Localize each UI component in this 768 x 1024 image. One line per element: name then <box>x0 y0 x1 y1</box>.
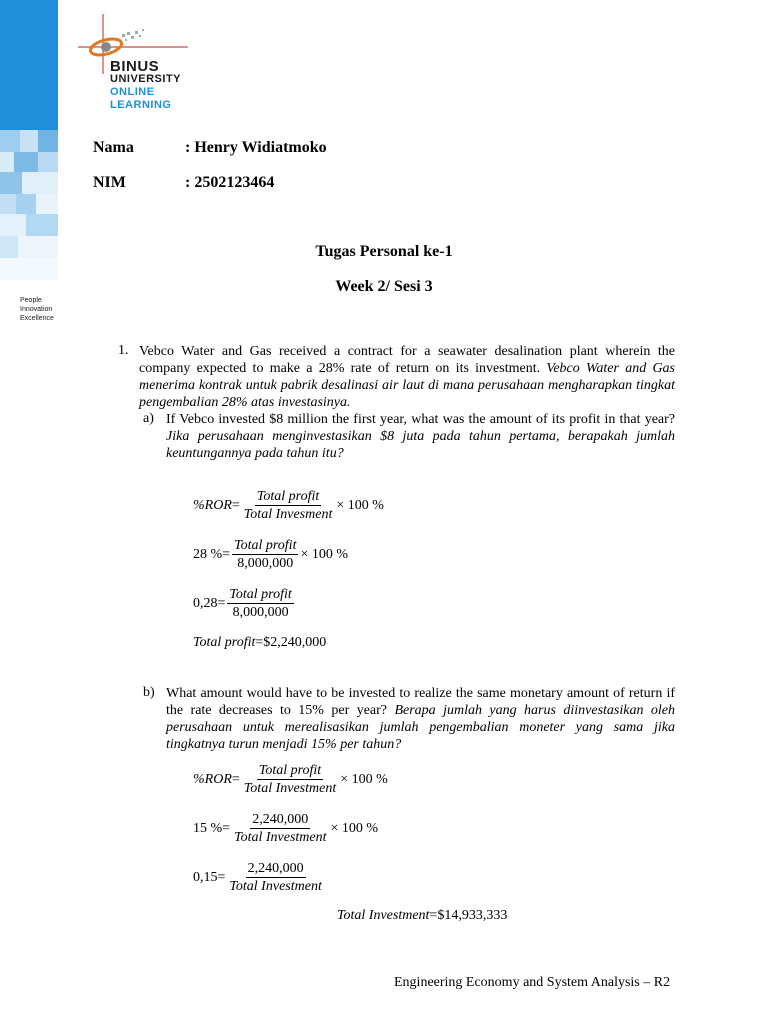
sidebar-decoration <box>0 0 58 1024</box>
tagline-line: People <box>20 297 42 304</box>
fraction-numerator: Total profit <box>256 489 320 504</box>
equation-tail: × 100 % <box>336 497 384 513</box>
part-a-id: Jika perusahaan menginvestasikan $8 juta pada tahun pertama, berapakah jumlah keuntungannya pada tahun itu? <box>166 429 675 461</box>
equation-a4: Total profit = $2,240,000 <box>193 635 327 650</box>
fraction-numerator: Total profit <box>229 587 292 602</box>
equation-a1: %ROR = $\frac{\text{Total profit}}{\text{Total Invesment}}$ × 100 % <box>193 489 384 522</box>
question-1-text <box>139 343 675 411</box>
part-a-label: a) <box>143 411 154 426</box>
part-a-text <box>166 411 675 462</box>
fraction-denominator: Total Invesment <box>243 507 333 522</box>
equation-a2: 28 % = $\frac{\text{Total profit}}{8,000,000}$ × 100 % <box>193 538 349 571</box>
equation-lhs: %ROR <box>193 497 232 513</box>
name-label: Nama <box>93 139 134 156</box>
equation-b2: 15 % = $\frac{2,240,000}{\text{Total Investment}}$ × 100 % <box>193 812 379 845</box>
fraction-numerator: Total profit <box>234 538 297 553</box>
tagline-line: Innovation <box>20 306 53 313</box>
name-row <box>93 139 327 157</box>
equation-a3: 0,28 = $\frac{\text{Total profit}}{8,000,000}$ <box>193 587 292 620</box>
part-b-label: b) <box>143 685 155 700</box>
nim-label: NIM <box>93 174 126 191</box>
tagline <box>20 296 54 323</box>
equation-lhs: 0,15 <box>193 869 218 885</box>
question-1-id: Vebco Water and Gas menerima kontrak untuk pabrik desalinasi air laut di mana perusahaan mengharapkan tingkat pengembalian 28% atas investasinya. <box>139 361 675 410</box>
sidebar-blue-bar <box>0 0 58 130</box>
equation-rhs: $14,933,333 <box>437 908 508 923</box>
equation-lhs: 0,28 <box>193 595 218 611</box>
part-a-en: If Vebco invested $8 million the first year, what was the amount of its profit in that year? <box>166 412 675 427</box>
logo-line-university: UNIVERSITY <box>110 73 182 85</box>
fraction-denominator: 8,000,000 <box>232 605 289 620</box>
logo-line-learning: LEARNING <box>110 99 172 111</box>
nim-row <box>93 174 274 192</box>
document-title: Tugas Personal ke-1 <box>315 243 453 260</box>
part-b-text <box>166 685 675 753</box>
equation-lhs: Total Investment <box>337 908 430 923</box>
fraction-numerator: Total profit <box>258 763 322 778</box>
fraction-denominator: Total Investment <box>229 879 322 894</box>
nim-value: : 2502123464 <box>185 174 275 191</box>
equation-lhs: %ROR <box>193 771 232 787</box>
equation-tail: × 100 % <box>340 771 388 787</box>
part-b-id: Berapa jumlah yang harus diinvestasikan oleh perusahaan untuk merealisasikan jumlah pengembalian moneter yang sama jika tingkatnya turun menjadi 15% per tahun? <box>166 703 676 752</box>
equation-lhs: Total profit <box>193 635 256 650</box>
fraction-denominator: 8,000,000 <box>237 556 294 571</box>
document-subtitle: Week 2/ Sesi 3 <box>335 278 433 295</box>
equation-tail: × 100 % <box>330 820 379 836</box>
logo-text <box>110 60 181 112</box>
equation-b3: 0,15 = $\frac{2,240,000}{\text{Total Investment}}$ <box>193 861 322 894</box>
fraction-numerator: 2,240,000 <box>247 861 304 876</box>
equation-lhs: 28 % <box>193 546 223 562</box>
fraction-denominator: Total Investment <box>234 830 327 845</box>
name-value: : Henry Widiatmoko <box>185 139 327 156</box>
question-number: 1. <box>118 343 129 358</box>
tagline-line: Excellence <box>20 315 54 322</box>
fraction-numerator: 2,240,000 <box>252 812 309 827</box>
logo-line-binus: BINUS <box>110 58 160 75</box>
equation-lhs: 15 % <box>193 820 223 836</box>
question-1-en: Vebco Water and Gas received a contract for a seawater desalination plant wherein the company expected to make a 28% rate of return on its investment. <box>139 344 675 376</box>
equation-tail: × 100 % <box>300 546 349 562</box>
fraction-denominator: Total Investment <box>243 781 337 796</box>
logo-line-online: ONLINE <box>110 86 155 98</box>
page-footer: Engineering Economy and System Analysis – R2 <box>394 975 671 990</box>
part-b-en: What amount would have to be invested to realize the same monetary amount of return if the rate decreases to 15% per year? <box>166 686 675 718</box>
equation-rhs: $2,240,000 <box>263 635 327 650</box>
equation-b1: %ROR = $\frac{\text{Total profit}}{\text{Total Investment}}$ × 100 % <box>193 763 388 796</box>
equation-b4: Total Investment = $14,933,333 <box>337 908 508 923</box>
